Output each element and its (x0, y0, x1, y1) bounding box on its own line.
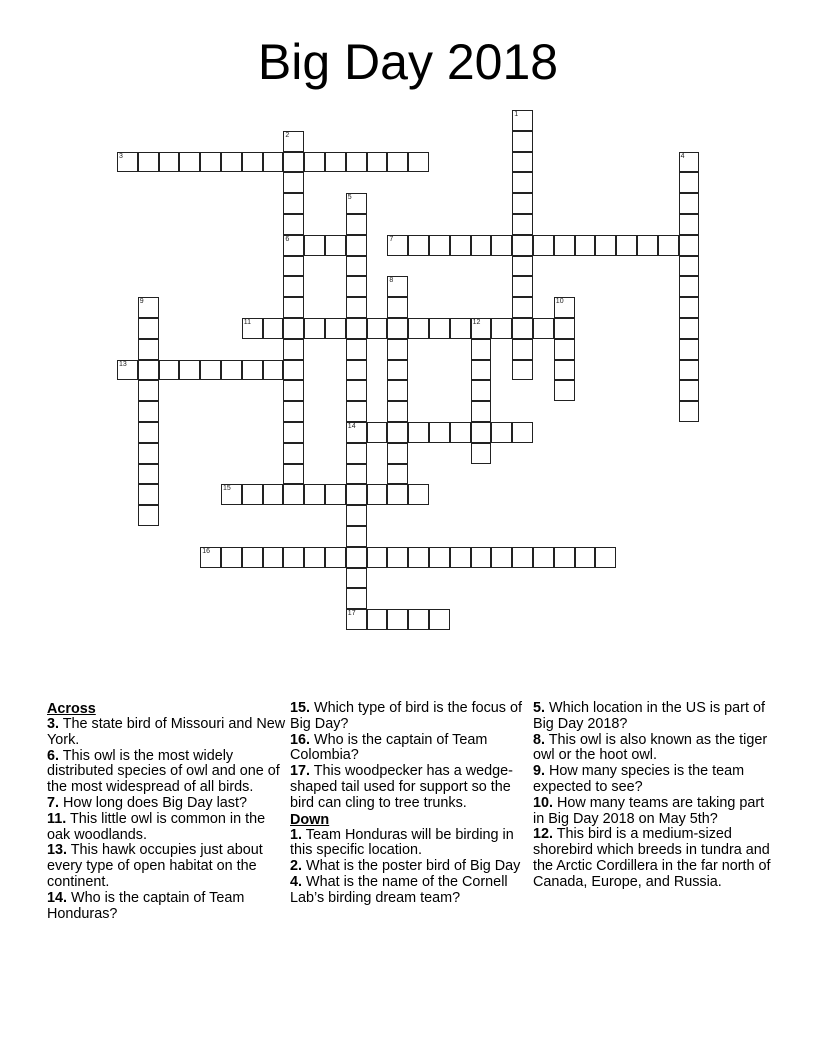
grid-cell[interactable] (325, 152, 346, 173)
cell-number: 12 (472, 319, 481, 326)
grid-cell[interactable] (325, 235, 346, 256)
grid-cell[interactable] (387, 380, 408, 401)
clue-number: 11. (47, 810, 67, 827)
grid-cell[interactable] (283, 214, 304, 235)
grid-cell[interactable] (387, 152, 408, 173)
cell-number: 6 (285, 235, 290, 243)
grid-cell[interactable] (512, 297, 533, 318)
clue-number: 9. (533, 763, 546, 780)
grid-cell[interactable] (491, 318, 512, 339)
grid-cell[interactable] (554, 339, 575, 360)
grid-cell[interactable] (512, 110, 533, 131)
grid-cell[interactable] (512, 339, 533, 360)
grid-cell[interactable] (346, 547, 367, 568)
grid-cell[interactable] (679, 318, 700, 339)
grid-cell[interactable] (387, 339, 408, 360)
clue-number: 15. (290, 700, 311, 716)
clue-text: How many teams are taking part in Big Day 2018 on May 5th? (533, 794, 765, 827)
grid-cell[interactable] (283, 401, 304, 422)
grid-cell[interactable] (283, 422, 304, 443)
grid-cell[interactable] (387, 443, 408, 464)
grid-cell[interactable] (242, 318, 263, 339)
grid-cell[interactable] (304, 484, 325, 505)
grid-cell[interactable] (512, 152, 533, 173)
clue-text: Which location in the US is part of Big Day 2018? (533, 700, 765, 732)
grid-cell[interactable] (512, 318, 533, 339)
grid-cell[interactable] (304, 547, 325, 568)
grid-cell[interactable] (429, 422, 450, 443)
grid-cell[interactable] (179, 152, 200, 173)
cell-number: 2 (285, 131, 290, 139)
grid-cell[interactable] (512, 256, 533, 277)
grid-cell[interactable] (346, 380, 367, 401)
across-clue (47, 812, 287, 844)
grid-cell[interactable] (117, 360, 138, 381)
clue-text: Who is the captain of Team Honduras? (47, 889, 245, 922)
grid-cell[interactable] (138, 297, 159, 318)
grid-cell[interactable] (346, 568, 367, 589)
clue-text: The state bird of Missouri and New York. (47, 716, 286, 748)
grid-cell[interactable] (533, 318, 554, 339)
cell-number: 9 (139, 298, 144, 306)
grid-cell[interactable] (512, 360, 533, 381)
grid-cell[interactable] (138, 505, 159, 526)
grid-cell[interactable] (408, 422, 429, 443)
grid-cell[interactable] (200, 360, 221, 381)
grid-cell[interactable] (491, 422, 512, 443)
grid-cell[interactable] (346, 214, 367, 235)
grid-cell[interactable] (283, 318, 304, 339)
grid-cell[interactable] (616, 235, 637, 256)
grid-cell[interactable] (471, 422, 492, 443)
grid-cell[interactable] (367, 152, 388, 173)
grid-cell[interactable] (471, 380, 492, 401)
grid-cell[interactable] (554, 297, 575, 318)
cell-number: 10 (555, 298, 564, 306)
grid-cell[interactable] (242, 152, 263, 173)
grid-cell[interactable] (346, 318, 367, 339)
grid-cell[interactable] (138, 401, 159, 422)
grid-cell[interactable] (512, 547, 533, 568)
cell-number: 7 (389, 235, 394, 243)
grid-cell[interactable] (408, 609, 429, 630)
grid-cell[interactable] (679, 360, 700, 381)
grid-cell[interactable] (346, 256, 367, 277)
clue-text: How long does Big Day last? (63, 794, 247, 811)
grid-cell[interactable] (408, 318, 429, 339)
clue-text: Who is the captain of Team Colombia? (290, 731, 488, 764)
grid-cell[interactable] (595, 547, 616, 568)
grid-cell[interactable] (679, 152, 700, 173)
clue-number: 1. (290, 826, 303, 843)
grid-cell[interactable] (346, 276, 367, 297)
grid-cell[interactable] (138, 318, 159, 339)
grid-cell[interactable] (575, 235, 596, 256)
grid-cell[interactable] (554, 360, 575, 381)
cell-number: 16 (202, 547, 210, 555)
clue-number: 3. (47, 716, 60, 732)
grid-cell[interactable] (408, 547, 429, 568)
down-clue (290, 828, 530, 860)
across-clue (47, 843, 287, 890)
grid-cell[interactable] (554, 380, 575, 401)
grid-cell[interactable] (221, 152, 242, 173)
grid-cell[interactable] (138, 422, 159, 443)
grid-cell[interactable] (346, 464, 367, 485)
down-clue (533, 701, 778, 733)
grid-cell[interactable] (679, 193, 700, 214)
puzzle-title: Big Day 2018 (257, 34, 559, 90)
cell-number: 1 (514, 111, 519, 118)
grid-cell[interactable] (679, 401, 700, 422)
grid-cell[interactable] (450, 422, 471, 443)
grid-cell[interactable] (263, 152, 284, 173)
grid-cell[interactable] (387, 297, 408, 318)
clue-text: This little owl is common in the oak woodlands. (47, 810, 266, 843)
cell-number: 11 (243, 319, 252, 326)
grid-cell[interactable] (159, 152, 180, 173)
cell-number: 5 (347, 194, 352, 202)
grid-cell[interactable] (450, 547, 471, 568)
clues-column-2 (290, 701, 530, 907)
grid-cell[interactable] (554, 547, 575, 568)
grid-cell[interactable] (346, 152, 367, 173)
grid-cell[interactable] (283, 152, 304, 173)
grid-cell[interactable] (429, 609, 450, 630)
grid-cell[interactable] (658, 235, 679, 256)
grid-cell[interactable] (304, 318, 325, 339)
grid-cell[interactable] (117, 152, 138, 173)
across-clue (47, 891, 287, 923)
grid-cell[interactable] (283, 256, 304, 277)
grid-cell[interactable] (346, 297, 367, 318)
grid-cell[interactable] (679, 297, 700, 318)
grid-cell[interactable] (283, 484, 304, 505)
clue-text: This owl is also known as the tiger owl or the hoot owl. (533, 731, 768, 764)
clue-text: How many species is the team expected to see? (533, 763, 745, 795)
grid-cell[interactable] (346, 443, 367, 464)
grid-cell[interactable] (283, 131, 304, 152)
grid-cell[interactable] (346, 526, 367, 547)
grid-cell[interactable] (346, 422, 367, 443)
grid-cell[interactable] (346, 609, 367, 630)
grid-cell[interactable] (263, 360, 284, 381)
grid-cell[interactable] (367, 318, 388, 339)
cell-number: 13 (119, 360, 127, 368)
grid-cell[interactable] (471, 401, 492, 422)
grid-cell[interactable] (325, 547, 346, 568)
grid-cell[interactable] (283, 193, 304, 214)
grid-cell[interactable] (595, 235, 616, 256)
down-heading: Down (290, 811, 330, 828)
grid-cell[interactable] (283, 235, 304, 256)
grid-cell[interactable] (512, 214, 533, 235)
down-clue (533, 796, 778, 828)
clue-text: What is the name of the Cornell Lab’s birding dream team? (290, 873, 508, 906)
grid-cell[interactable] (346, 588, 367, 609)
grid-cell[interactable] (533, 235, 554, 256)
clue-text: What is the poster bird of Big Day (306, 858, 521, 875)
grid-cell[interactable] (679, 276, 700, 297)
across-clue (290, 764, 530, 811)
grid-cell[interactable] (304, 235, 325, 256)
grid-cell[interactable] (429, 318, 450, 339)
grid-cell[interactable] (221, 360, 242, 381)
grid-cell[interactable] (283, 339, 304, 360)
grid-cell[interactable] (387, 401, 408, 422)
grid-cell[interactable] (512, 235, 533, 256)
grid-cell[interactable] (346, 339, 367, 360)
clue-text: This woodpecker has a wedge-shaped tail used for support so the bird can cling to tree trunks. (290, 763, 513, 811)
grid-cell[interactable] (346, 360, 367, 381)
clue-text: This owl is the most widely distributed species of owl and one of the most widespread of all birds. (47, 747, 280, 796)
grid-cell[interactable] (221, 547, 242, 568)
grid-cell[interactable] (387, 464, 408, 485)
clue-text: This bird is a medium-sized shorebird which breeds in tundra and the Arctic Cordillera in the far north of Canada, Europe, and Russia. (533, 826, 771, 890)
grid-cell[interactable] (283, 464, 304, 485)
grid-cell[interactable] (637, 235, 658, 256)
grid-cell[interactable] (283, 276, 304, 297)
grid-cell[interactable] (325, 318, 346, 339)
grid-cell[interactable] (512, 172, 533, 193)
grid-cell[interactable] (200, 152, 221, 173)
grid-cell[interactable] (408, 235, 429, 256)
grid-cell[interactable] (221, 484, 242, 505)
grid-cell[interactable] (283, 380, 304, 401)
grid-cell[interactable] (242, 484, 263, 505)
clue-number: 5. (533, 700, 546, 716)
grid-cell[interactable] (679, 256, 700, 277)
grid-cell[interactable] (159, 360, 180, 381)
clue-number: 7. (47, 794, 60, 811)
across-heading: Across (47, 701, 96, 717)
across-clue (47, 796, 287, 812)
grid-cell[interactable] (471, 339, 492, 360)
grid-cell[interactable] (325, 484, 346, 505)
grid-cell[interactable] (304, 152, 325, 173)
grid-cell[interactable] (346, 505, 367, 526)
grid-cell[interactable] (283, 547, 304, 568)
cell-number: 15 (223, 485, 231, 493)
grid-cell[interactable] (533, 547, 554, 568)
grid-cell[interactable] (138, 464, 159, 485)
clue-number: 12. (533, 826, 554, 843)
grid-cell[interactable] (138, 484, 159, 505)
grid-cell[interactable] (679, 214, 700, 235)
grid-cell[interactable] (387, 484, 408, 505)
across-clue (47, 749, 287, 796)
grid-cell[interactable] (679, 235, 700, 256)
grid-cell[interactable] (471, 547, 492, 568)
grid-cell[interactable] (263, 318, 284, 339)
clue-text: This hawk occupies just about every type of open habitat on the continent. (47, 842, 263, 890)
grid-cell[interactable] (471, 443, 492, 464)
grid-cell[interactable] (283, 360, 304, 381)
grid-cell[interactable] (138, 339, 159, 360)
grid-cell[interactable] (387, 318, 408, 339)
grid-cell[interactable] (512, 422, 533, 443)
grid-cell[interactable] (346, 235, 367, 256)
grid-cell[interactable] (512, 193, 533, 214)
grid-cell[interactable] (263, 484, 284, 505)
grid-cell[interactable] (450, 318, 471, 339)
cell-number: 8 (389, 277, 394, 285)
across-clue (47, 717, 287, 749)
grid-cell[interactable] (242, 360, 263, 381)
across-clue (290, 733, 530, 765)
grid-cell[interactable] (387, 609, 408, 630)
grid-cell[interactable] (387, 360, 408, 381)
cell-number: 3 (119, 152, 123, 160)
grid-cell[interactable] (554, 318, 575, 339)
grid-cell[interactable] (679, 380, 700, 401)
grid-cell[interactable] (679, 172, 700, 193)
clue-text: Which type of bird is the focus of Big Day? (290, 700, 522, 732)
grid-cell[interactable] (491, 235, 512, 256)
grid-cell[interactable] (512, 276, 533, 297)
across-clue (290, 701, 530, 733)
grid-cell[interactable] (471, 318, 492, 339)
grid-cell[interactable] (346, 484, 367, 505)
down-clue (533, 733, 778, 765)
grid-cell[interactable] (179, 360, 200, 381)
grid-cell[interactable] (429, 547, 450, 568)
cell-number: 17 (347, 610, 356, 618)
clue-number: 16. (290, 731, 311, 748)
grid-cell[interactable] (554, 235, 575, 256)
grid-cell[interactable] (367, 609, 388, 630)
grid-cell[interactable] (367, 547, 388, 568)
grid-cell[interactable] (429, 235, 450, 256)
grid-cell[interactable] (491, 547, 512, 568)
down-clue (290, 859, 530, 875)
grid-cell[interactable] (283, 443, 304, 464)
grid-cell[interactable] (367, 484, 388, 505)
clue-number: 2. (290, 858, 303, 875)
grid-cell[interactable] (408, 484, 429, 505)
grid-cell[interactable] (450, 235, 471, 256)
grid-cell[interactable] (471, 235, 492, 256)
grid-cell[interactable] (138, 360, 159, 381)
clue-text: Team Honduras will be birding in this specific location. (290, 826, 514, 859)
grid-cell[interactable] (263, 547, 284, 568)
down-clue (533, 827, 778, 890)
clues-column-1 (47, 701, 287, 922)
grid-cell[interactable] (387, 276, 408, 297)
clue-number: 14. (47, 889, 68, 906)
grid-cell[interactable] (138, 380, 159, 401)
clue-number: 8. (533, 731, 546, 748)
grid-cell[interactable] (283, 297, 304, 318)
down-clue (533, 764, 778, 796)
grid-cell[interactable] (138, 152, 159, 173)
grid-cell[interactable] (408, 152, 429, 173)
clue-number: 17. (290, 763, 311, 780)
clues-column-3 (533, 701, 778, 891)
grid-cell[interactable] (367, 422, 388, 443)
cell-number: 4 (680, 152, 685, 160)
grid-cell[interactable] (387, 422, 408, 443)
grid-cell[interactable] (346, 193, 367, 214)
cell-number: 14 (347, 423, 356, 430)
clue-number: 10. (533, 794, 554, 811)
grid-cell[interactable] (679, 339, 700, 360)
grid-cell[interactable] (512, 131, 533, 152)
grid-cell[interactable] (200, 547, 221, 568)
grid-cell[interactable] (575, 547, 596, 568)
clue-number: 13. (47, 842, 68, 859)
grid-cell[interactable] (387, 235, 408, 256)
grid-cell[interactable] (387, 547, 408, 568)
clue-number: 4. (290, 873, 303, 890)
grid-cell[interactable] (346, 401, 367, 422)
grid-cell[interactable] (242, 547, 263, 568)
grid-cell[interactable] (283, 172, 304, 193)
grid-cell[interactable] (138, 443, 159, 464)
grid-cell[interactable] (471, 360, 492, 381)
down-clue (290, 875, 530, 907)
clue-number: 6. (47, 747, 60, 764)
